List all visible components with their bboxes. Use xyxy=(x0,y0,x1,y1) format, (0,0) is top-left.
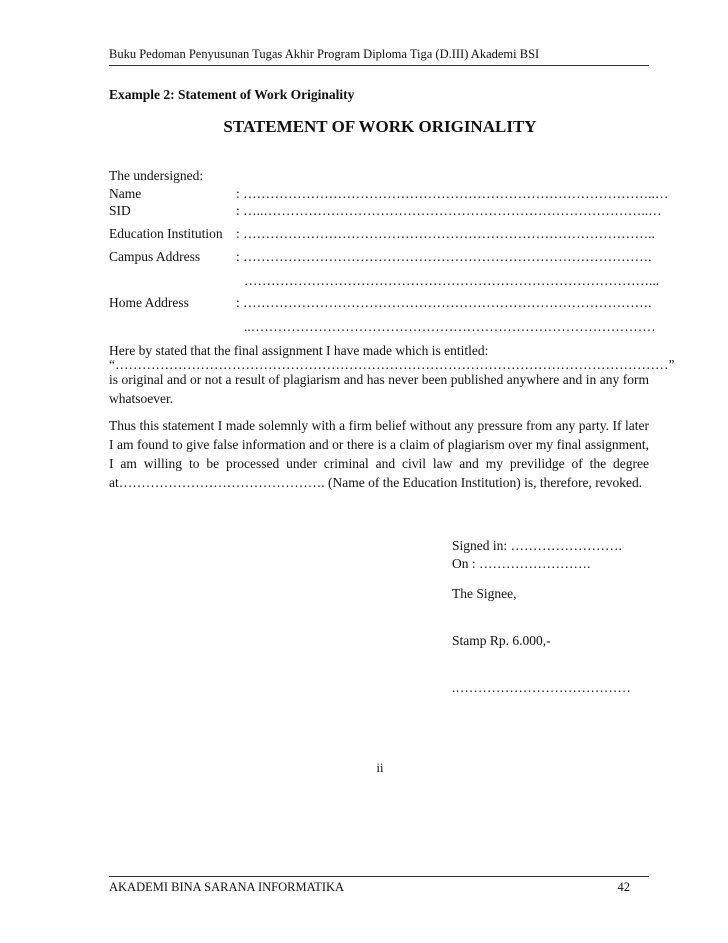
undersigned-intro: The undersigned: xyxy=(109,168,204,183)
footer-rule xyxy=(109,876,649,877)
header-rule xyxy=(109,65,649,66)
originality-paragraph: is original and or not a result of plagiarism and has never been published anywhere and in any form whatsoever. xyxy=(109,372,649,406)
signed-in-field[interactable]: Signed in: ……………………. xyxy=(452,538,622,553)
roman-page-number: ii xyxy=(376,760,384,775)
campus-address-label: Campus Address xyxy=(109,249,201,264)
page-title: STATEMENT OF WORK ORIGINALITY xyxy=(223,117,537,136)
signee-label: The Signee, xyxy=(452,586,517,601)
signed-on-field[interactable]: On : ……………………. xyxy=(452,556,591,571)
campus-address-field[interactable]: : ………………………………………………………………………………. xyxy=(236,249,652,264)
home-address-label: Home Address xyxy=(109,295,189,310)
campus-address-field-line2[interactable]: ………………………………………………………………………………... xyxy=(244,273,660,288)
sid-label: SID xyxy=(109,203,131,218)
assignment-title-field[interactable]: “……………………………………………………………………………………………………………” xyxy=(109,357,675,372)
sid-field[interactable]: : …..…………………………………………………………………………..… xyxy=(236,203,662,218)
education-institution-field[interactable]: : ……………………………………………………………………………….. xyxy=(236,226,655,241)
name-label: Name xyxy=(109,186,142,201)
home-address-field[interactable]: : ………………………………………………………………………………. xyxy=(236,295,652,310)
education-institution-label: Education Institution xyxy=(109,226,223,241)
footer-page-number: 42 xyxy=(617,880,630,894)
footer-institution: AKADEMI BINA SARANA INFORMATIKA xyxy=(109,880,345,894)
declaration-paragraph: Thus this statement I made solemnly with a firm belief without any pressure from any party. If later I am found to give false information and or there is a claim of plagiarism over my final assignment, I am willing to be processed under criminal and civil law and my previlidge of the degree at………………………………………. (Name of the Education Institution) is, therefore, revoked. xyxy=(109,418,649,490)
statement-line-1: Here by stated that the final assignment I have made which is entitled: xyxy=(109,343,489,358)
name-field[interactable]: : ………………………………………………………………………………..… xyxy=(236,186,669,201)
home-address-field-line2[interactable]: ..……………………………………………………………………………… xyxy=(244,319,656,334)
running-header: Buku Pedoman Penyusunan Tugas Akhir Program Diploma Tiga (D.III) Akademi BSI xyxy=(109,47,540,61)
signature-line[interactable]: .………………………………… xyxy=(452,680,631,695)
stamp-label: Stamp Rp. 6.000,- xyxy=(452,633,551,648)
example-label: Example 2: Statement of Work Originality xyxy=(109,87,355,102)
